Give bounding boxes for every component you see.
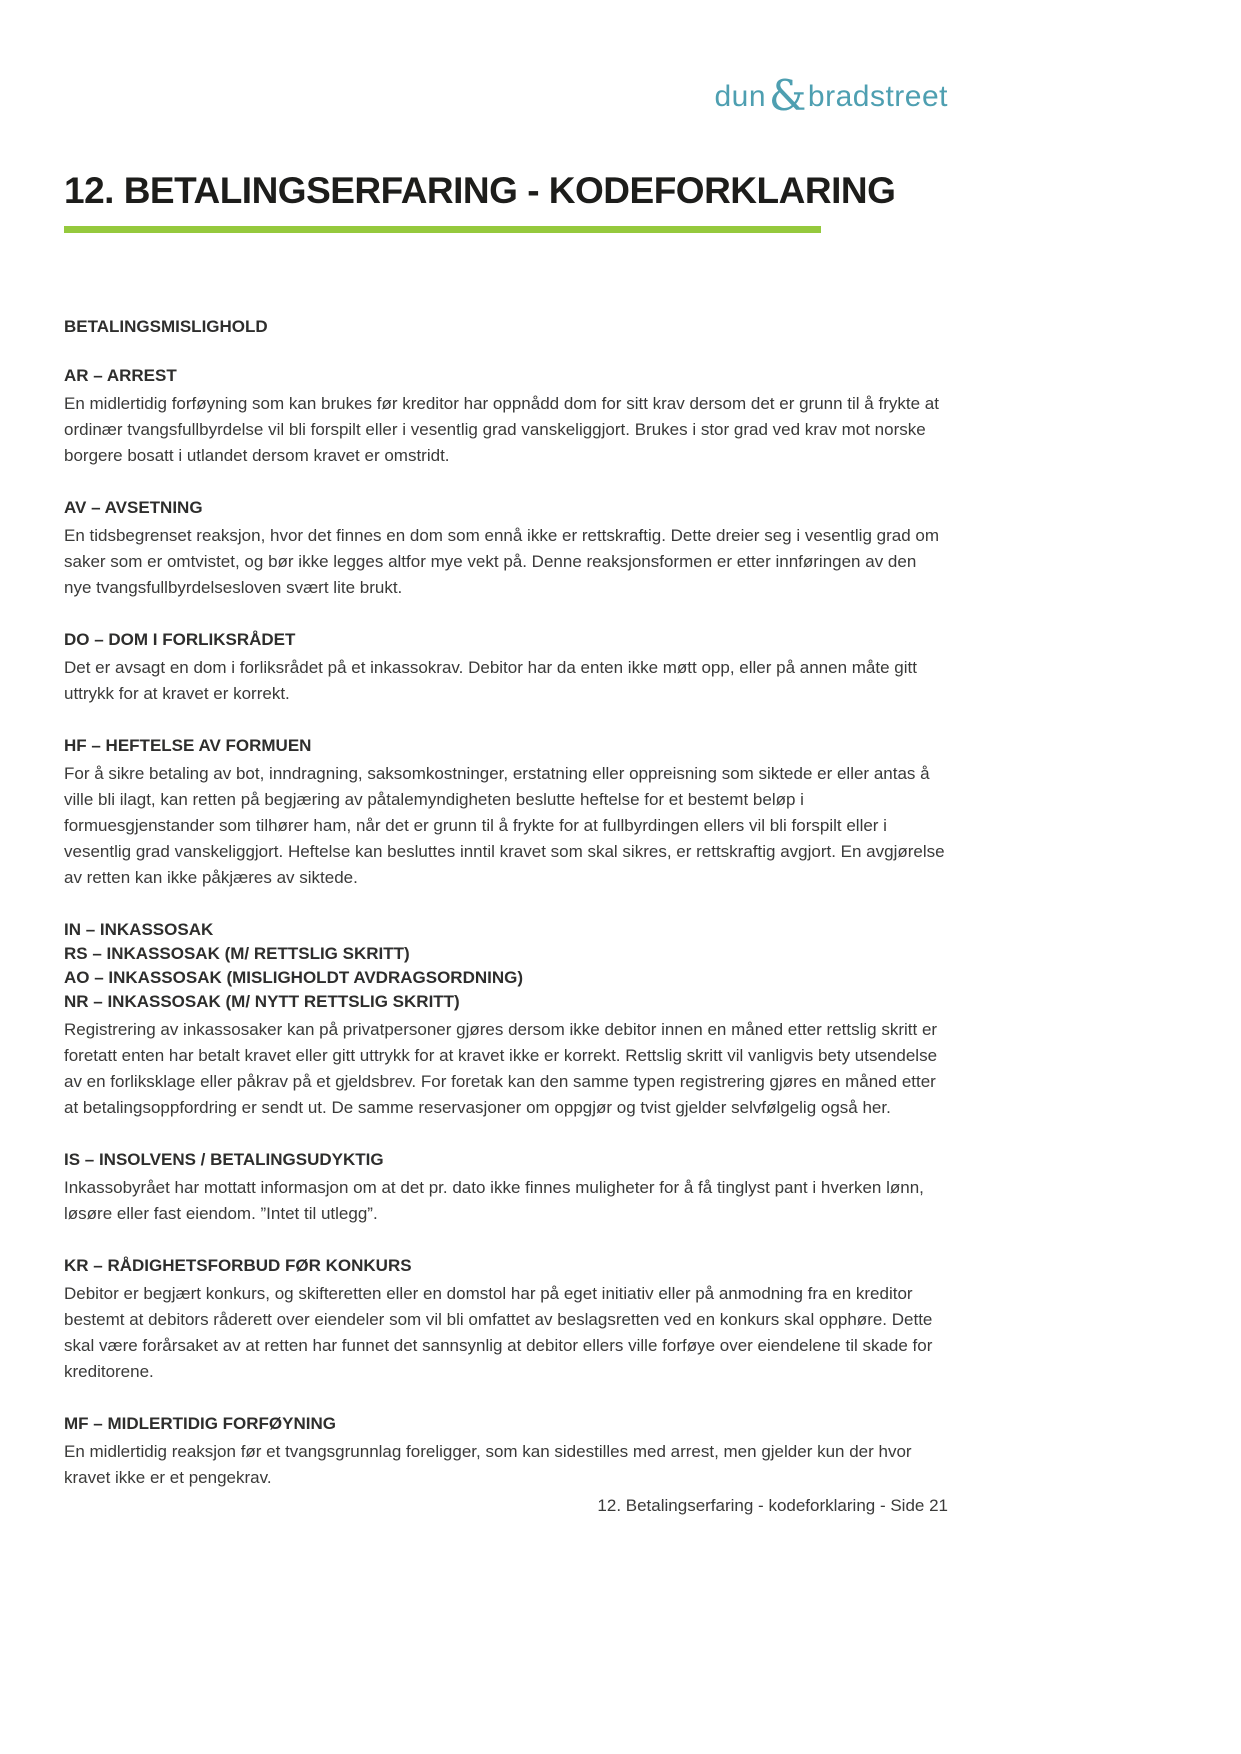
code-heading: IS – INSOLVENS / BETALINGSUDYKTIG [64,1150,384,1169]
code-description: For å sikre betaling av bot, inndragning, saksomkostninger, erstatning eller oppreisning som siktede er eller antas å ville bli ilagt, kan retten på begjæring av påtalemyndigheten beslutte heftelse for et bestemt beløp i formuesgjenstander som tilhører ham, når det er grunn til å frykte for at fullbyrdingen ellers vil bli forspilt eller i vesentlig grad vanskeliggjort. Heftelse kan besluttes inntil kravet som skal sikres, er rettskraftig avgjort. En avgjørelse av retten kan ikke påkjæres av siktede. [64,764,945,887]
code-entry-ar [64,364,948,469]
code-heading: RS – INKASSOSAK (M/ RETTSLIG SKRITT) [64,944,410,963]
title-underline [64,226,821,233]
section-heading: BETALINGSMISLIGHOLD [64,317,268,336]
code-entry-do [64,628,948,707]
logo-text-dun: dun [714,80,767,113]
code-description: En midlertidig forføyning som kan brukes før kreditor har oppnådd dom for sitt krav dersom det er grunn til å frykte at ordinær tvangsfullbyrdelse vil bli forspilt eller i vesentlig grad vanskeliggjort. Brukes i stor grad ved krav mot norske borgere bosatt i utlandet dersom kravet er omstridt. [64,394,939,465]
logo-text-bradstreet: bradstreet [807,80,948,113]
code-description: Inkassobyrået har mottatt informasjon om at det pr. dato ikke finnes muligheter for å få tinglyst pant i hverken lønn, løsøre eller fast eiendom. ”Intet til utlegg”. [64,1178,924,1223]
code-heading: MF – MIDLERTIDIG FORFØYNING [64,1414,336,1433]
code-entry-kr [64,1254,948,1385]
code-heading: DO – DOM I FORLIKSRÅDET [64,630,296,649]
page-footer: 12. Betalingserfaring - kodeforklaring - Side 21 [597,1496,948,1515]
code-description: En tidsbegrenset reaksjon, hvor det finnes en dom som ennå ikke er rettskraftig. Dette dreier seg i vesentlig grad om saker som er omtvistet, og bør ikke legges altfor mye vekt på. Denne reaksjonsformen er etter innføringen av den nye tvangsfullbyrdelsesloven svært lite brukt. [64,526,940,597]
logo-row [64,70,948,120]
logo-ampersand-icon: & [769,71,807,120]
dun-bradstreet-logo [714,70,948,119]
code-description: Det er avsagt en dom i forliksrådet på et inkassokrav. Debitor har da enten ikke møtt opp, eller på annen måte gitt uttrykk for at kravet er korrekt. [64,658,917,703]
code-heading: HF – HEFTELSE AV FORMUEN [64,736,312,755]
code-heading: AR – ARREST [64,366,177,385]
code-description: En midlertidig reaksjon før et tvangsgrunnlag foreligger, som kan sidestilles med arrest, men gjelder kun der hvor kravet ikke er et pengekrav. [64,1442,912,1487]
code-entry-is [64,1148,948,1227]
code-heading: AO – INKASSOSAK (MISLIGHOLDT AVDRAGSORDNING) [64,968,524,987]
code-entry-inkasso-group [64,918,948,1121]
code-heading: AV – AVSETNING [64,498,203,517]
code-entry-hf [64,734,948,891]
page-title: 12. BETALINGSERFARING - KODEFORKLARING [64,170,896,211]
code-entry-mf [64,1412,948,1491]
code-heading: NR – INKASSOSAK (M/ NYTT RETTSLIG SKRITT) [64,992,460,1011]
code-entry-av [64,496,948,601]
code-heading: IN – INKASSOSAK [64,920,214,939]
code-description: Registrering av inkassosaker kan på privatpersoner gjøres dersom ikke debitor innen en måned etter rettslig skritt er foretatt enten har betalt kravet eller gitt uttrykk for at kravet ikke er korrekt. Rettslig skritt vil vanligvis bety utsendelse av en forliksklage eller påkrav på et gjeldsbrev. For foretak kan den samme typen registrering gjøres en måned etter at betalingsoppfordring er sendt ut. De samme reservasjoner om oppgjør og tvist gjelder selvfølgelig også her. [64,1020,938,1117]
code-description: Debitor er begjært konkurs, og skifteretten eller en domstol har på eget initiativ eller på anmodning fra en kreditor bestemt at debitors råderett over eiendeler som vil bli omfattet av beslagsretten ved en konkurs skal opphøre. Dette skal være forårsaket av at retten har funnet det sannsynlig at debitor ellers ville forføye over eiendelene til skade for kreditorene. [64,1284,933,1381]
page-content [64,0,948,1491]
code-heading: KR – RÅDIGHETSFORBUD FØR KONKURS [64,1256,412,1275]
